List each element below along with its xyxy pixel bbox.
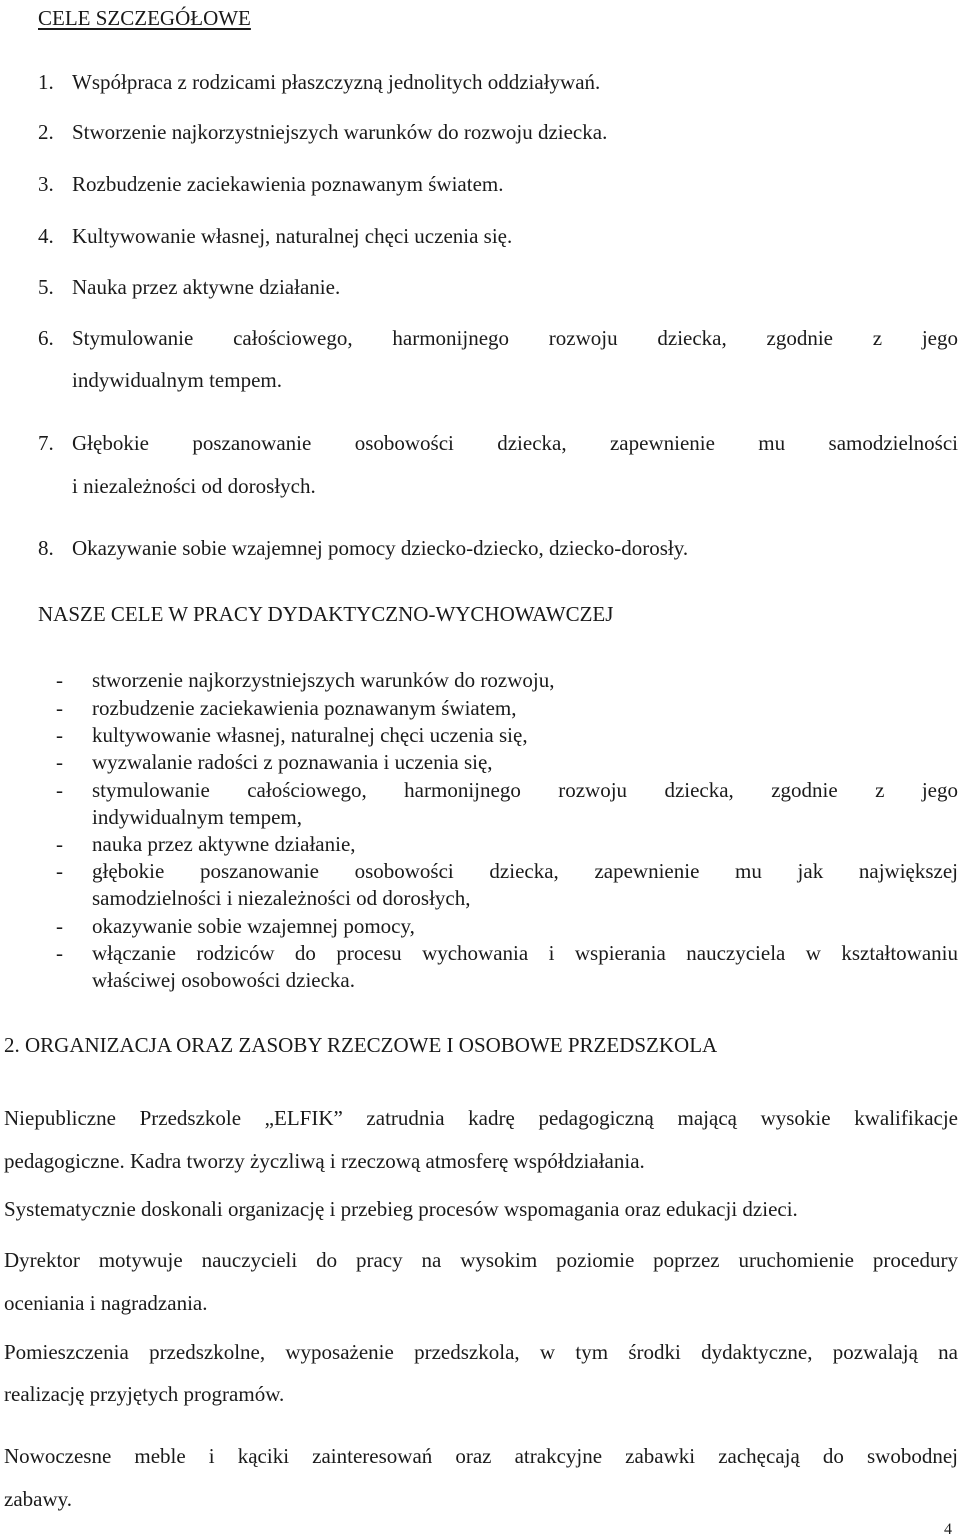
list-item-number: 2. [38, 120, 54, 144]
list-item-number: 4. [38, 224, 54, 248]
paragraph-line: realizację przyjętych programów. [4, 1382, 285, 1406]
list-dash: - [56, 914, 63, 938]
list-item-text: Okazywanie sobie wzajemnej pomocy dziecko-dziecko, dziecko-dorosły. [72, 536, 689, 560]
list-item-text: stworzenie najkorzystniejszych warunków do rozwoju, [92, 668, 555, 692]
list-dash: - [56, 778, 63, 802]
section-heading-nasze-cele: NASZE CELE W PRACY DYDAKTYCZNO-WYCHOWAWCZEJ [38, 602, 614, 626]
list-dash: - [56, 941, 63, 965]
paragraph-line: Niepubliczne Przedszkole „ELFIK” zatrudnia kadrę pedagogiczną mającą wysokie kwalifikacje [4, 1106, 958, 1130]
paragraph-line: zabawy. [4, 1487, 73, 1511]
list-item-text: rozbudzenie zaciekawienia poznawanym światem, [92, 696, 517, 720]
list-item-text-continued: indywidualnym tempem. [72, 368, 282, 392]
list-item-text-continued: indywidualnym tempem, [92, 805, 302, 829]
paragraph-line: Systematycznie doskonali organizację i przebieg procesów wspomagania oraz edukacji dzieci. [4, 1197, 798, 1221]
list-item-text: stymulowanie całościowego, harmonijnego rozwoju dziecka, zgodnie z jego [92, 778, 958, 802]
list-item-text-continued: właściwej osobowości dziecka. [92, 968, 356, 992]
list-item-text: Głębokie poszanowanie osobowości dziecka, zapewnienie mu samodzielności [72, 431, 958, 455]
list-item-text: Współpraca z rodzicami płaszczyzną jednolitych oddziaływań. [72, 70, 601, 94]
list-item-text: Nauka przez aktywne działanie. [72, 275, 341, 299]
list-item-text: Stworzenie najkorzystniejszych warunków do rozwoju dziecka. [72, 120, 608, 144]
list-item-number: 6. [38, 326, 54, 350]
paragraph-line: pedagogiczne. Kadra tworzy życzliwą i rzeczową atmosferę współdziałania. [4, 1149, 645, 1173]
list-item-text: wyzwalanie radości z poznawania i uczenia się, [92, 750, 493, 774]
list-item-text: kultywowanie własnej, naturalnej chęci uczenia się, [92, 723, 528, 747]
list-dash: - [56, 668, 63, 692]
list-item-text-continued: samodzielności i niezależności od dorosłych, [92, 886, 471, 910]
list-item-text: Rozbudzenie zaciekawienia poznawanym światem. [72, 172, 504, 196]
section-heading-cele-szczegolowe: CELE SZCZEGÓŁOWE [38, 6, 251, 30]
paragraph-line: Nowoczesne meble i kąciki zainteresowań oraz atrakcyjne zabawki zachęcają do swobodnej [4, 1444, 958, 1468]
list-dash: - [56, 750, 63, 774]
list-item-number: 5. [38, 275, 54, 299]
section-heading-organizacja: 2. ORGANIZACJA ORAZ ZASOBY RZECZOWE I OSOBOWE PRZEDSZKOLA [4, 1033, 718, 1057]
list-item-text-continued: i niezależności od dorosłych. [72, 474, 316, 498]
paragraph-line: Dyrektor motywuje nauczycieli do pracy na wysokim poziomie poprzez uruchomienie procedury [4, 1248, 958, 1272]
list-item-text: Stymulowanie całościowego, harmonijnego rozwoju dziecka, zgodnie z jego [72, 326, 958, 350]
paragraph-line: oceniania i nagradzania. [4, 1291, 208, 1315]
list-item-text: Kultywowanie własnej, naturalnej chęci uczenia się. [72, 224, 513, 248]
list-item-text: głębokie poszanowanie osobowości dziecka, zapewnienie mu jak największej [92, 859, 958, 883]
list-dash: - [56, 859, 63, 883]
paragraph-line: Pomieszczenia przedszkolne, wyposażenie przedszkola, w tym środki dydaktyczne, pozwalają na [4, 1340, 958, 1364]
list-item-number: 7. [38, 431, 54, 455]
list-item-number: 3. [38, 172, 54, 196]
list-dash: - [56, 696, 63, 720]
list-dash: - [56, 723, 63, 747]
list-item-text: okazywanie sobie wzajemnej pomocy, [92, 914, 415, 938]
list-item-text: włączanie rodziców do procesu wychowania i wspierania nauczyciela w kształtowaniu [92, 941, 958, 965]
list-item-number: 8. [38, 536, 54, 560]
page-number: 4 [944, 1521, 952, 1538]
list-item-number: 1. [38, 70, 54, 94]
list-item-text: nauka przez aktywne działanie, [92, 832, 356, 856]
list-dash: - [56, 832, 63, 856]
